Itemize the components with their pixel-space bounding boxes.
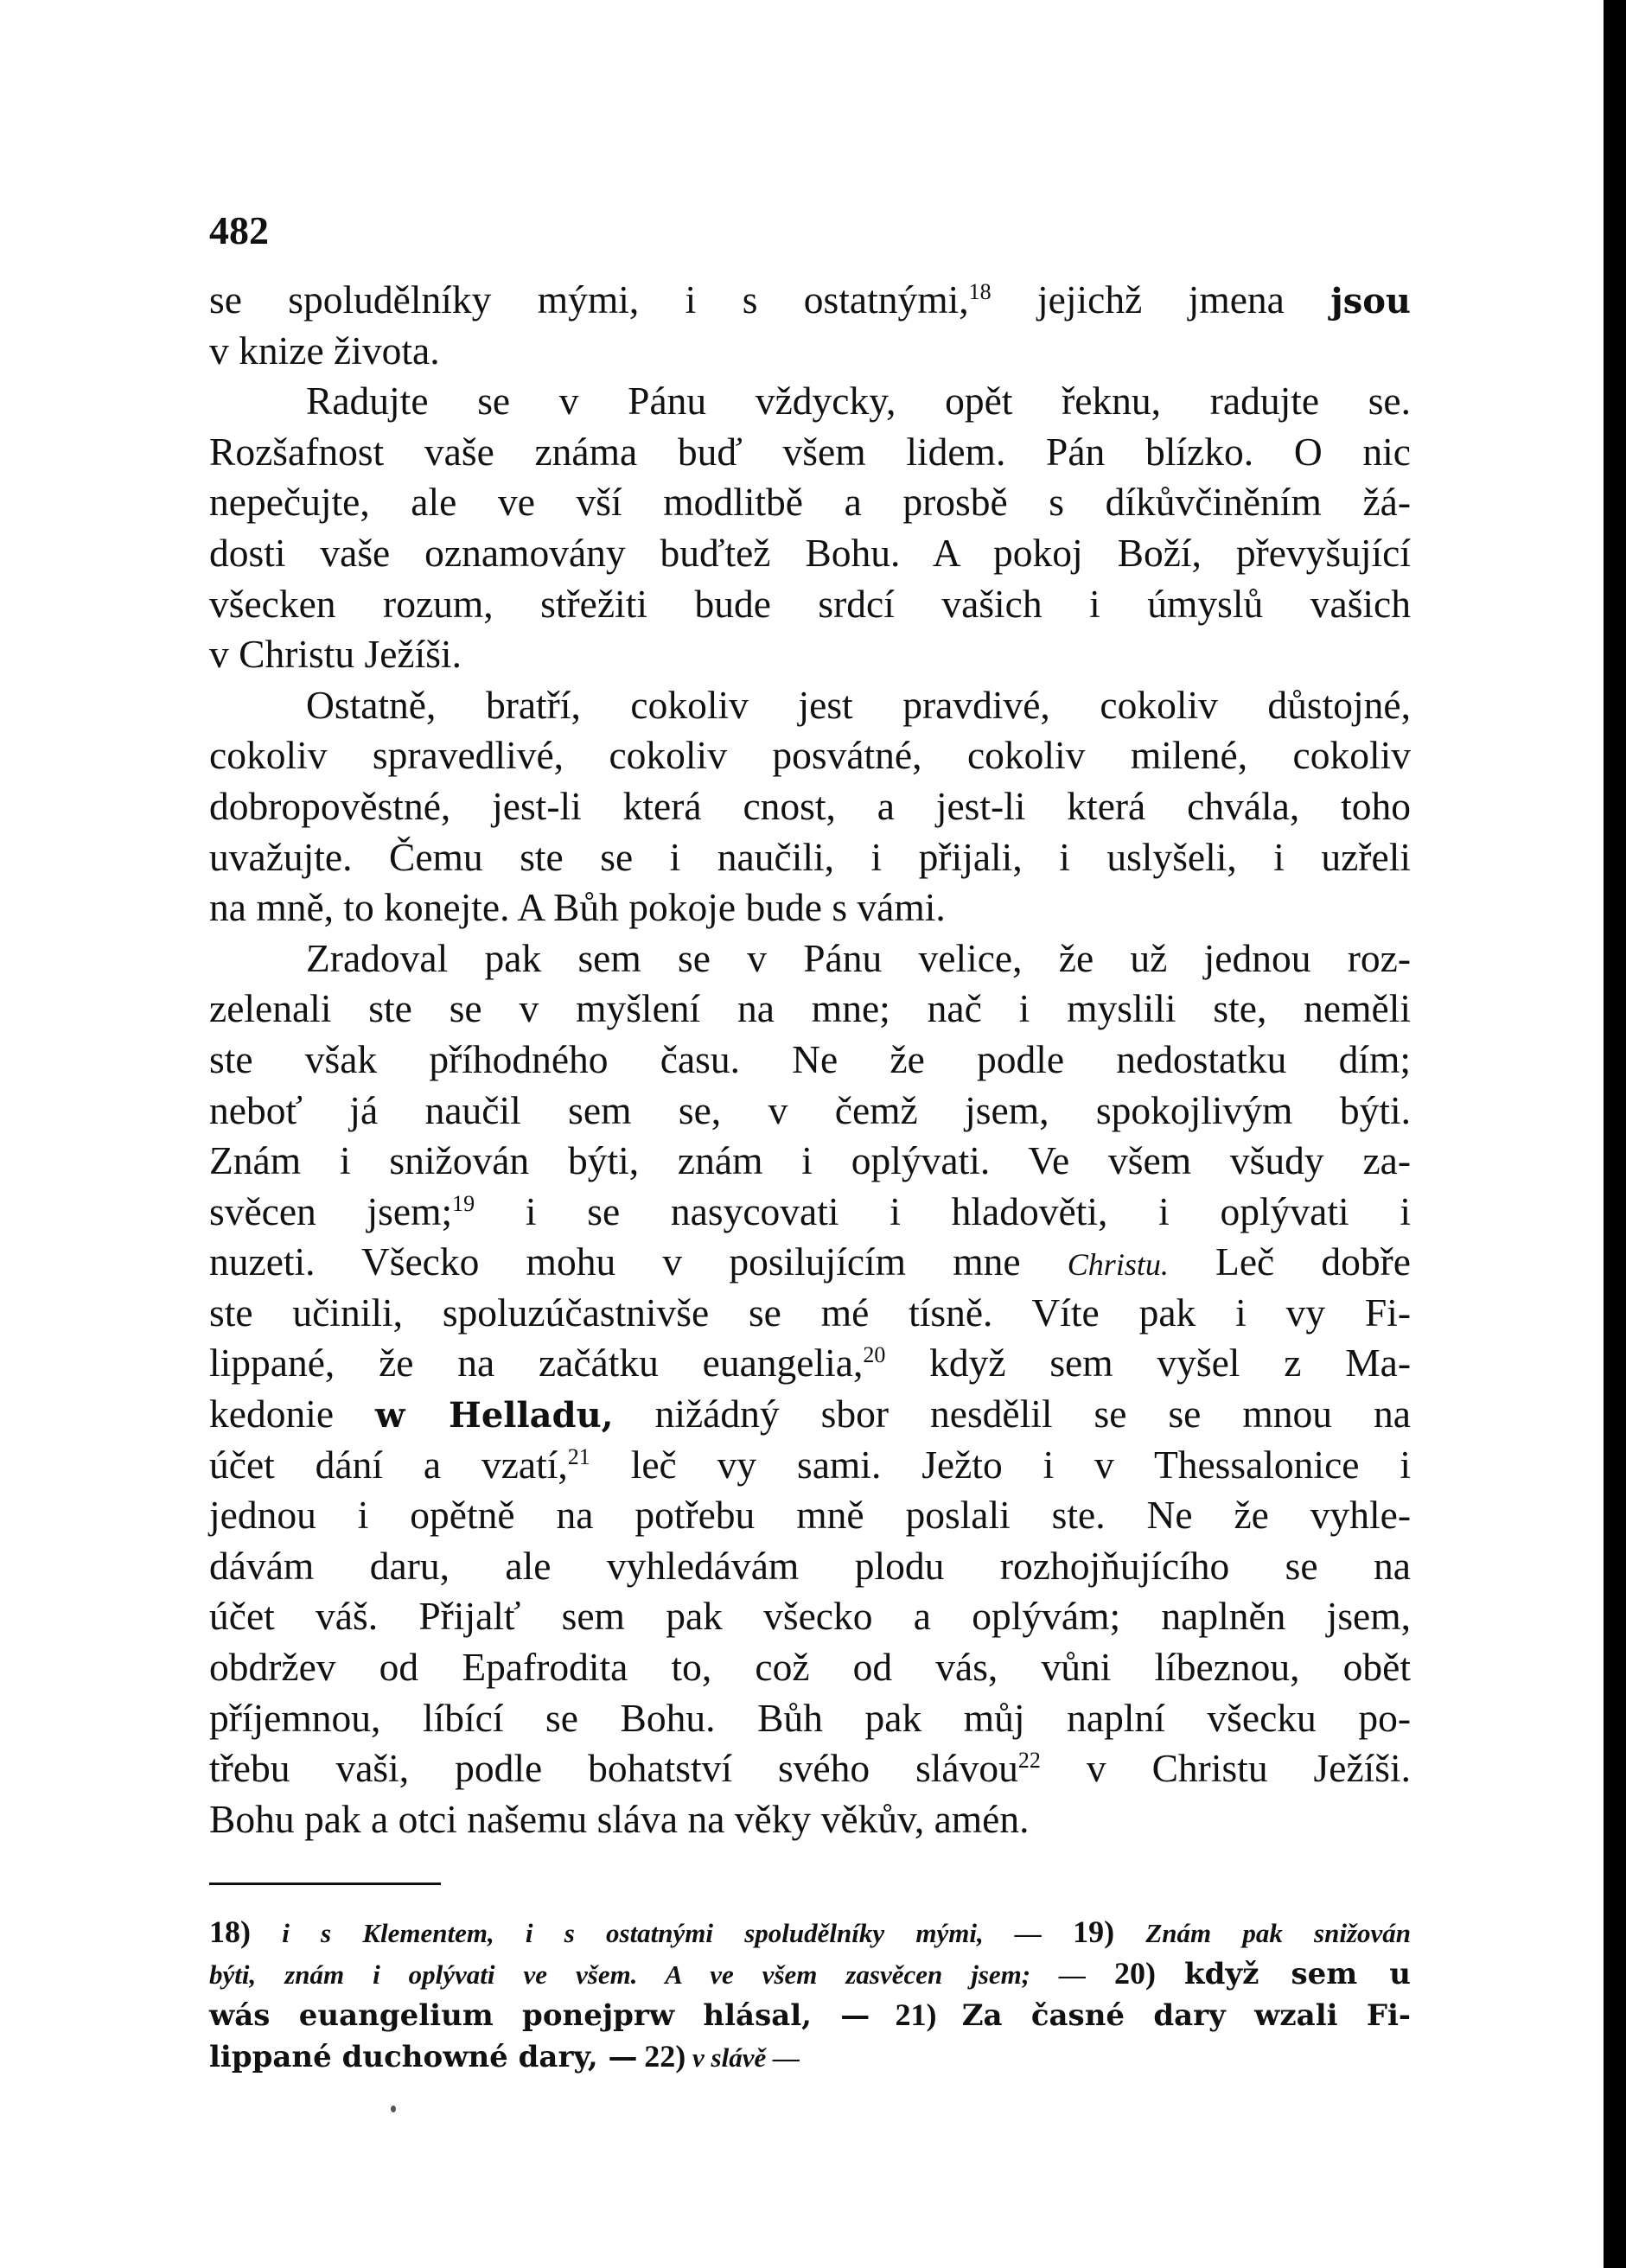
text-line: Radujte se v Pánu vždycky, opět řeknu, radujte se. <box>306 379 1411 424</box>
footnote-ref-22: 22 <box>1017 1748 1041 1774</box>
text-line: dosti vaše oznamovány buďtež Bohu. A pokoj Boží, převyšující <box>209 530 1411 575</box>
footnote-number: 21) <box>895 1997 937 2032</box>
text-line: ste učinili, spoluzúčastnivše se mé tísně. Víte pak i vy Fi- <box>209 1290 1411 1335</box>
text-line: kedonie w Helladu, nižádný sbor nesdělil se se mnou na <box>209 1392 1411 1437</box>
text-line: uvažujte. Čemu ste se i naučili, i přijali, i uslyšeli, i uzřeli <box>209 834 1411 879</box>
footnote-number: 20) <box>1114 1956 1157 1991</box>
text-line: Ostatně, bratří, cokoliv jest pravdivé, cokoliv důstojné, <box>306 682 1411 727</box>
emphasis: Christu. <box>1067 1247 1169 1283</box>
footnote-line: wás euangelium ponejprw hlásal, — 21) Za časné dary wzali Fi- <box>209 1997 1411 2033</box>
text-line: obdržev od Epafrodita to, což od vás, vůni líbeznou, obět <box>209 1645 1411 1690</box>
ink-speck <box>391 2106 396 2112</box>
footnotes <box>209 1912 1411 2078</box>
footnote-ref-19: 19 <box>452 1190 475 1216</box>
footnote-number: 18) <box>209 1914 251 1949</box>
text-line: lippané, že na začátku euangelia,$^{20}$ když sem vyšel z Ma- <box>209 1341 1411 1386</box>
main-text <box>209 275 1411 1844</box>
text-line: Znám i snižován býti, znám i oplývati. Ve všem všudy za- <box>209 1138 1411 1183</box>
text-line: nuzeti. Všecko mohu v posilujícím mne Christu. Leč dobře <box>209 1239 1411 1284</box>
text-line: se spoludělníky mými, i s ostatnými,$^{18}$ jejichž jmena jsou <box>209 277 1412 322</box>
text-line: jednou i opětně na potřebu mně poslali ste. Ne že vyhle- <box>209 1493 1411 1538</box>
text-line: třebu vaši, podle bohatství svého slávou$^{22}$ v Christu Ježíši. <box>209 1746 1412 1791</box>
text-line: v knize života. <box>209 328 440 373</box>
text-line: neboť já naučil sem se, v čemž jsem, spokojlivým býti. <box>209 1087 1411 1132</box>
page-number: 482 <box>209 208 269 252</box>
text-line: účet váš. Přijalť sem pak všecko a oplývám; naplněn jsem, <box>209 1594 1411 1639</box>
text-line: Zradoval pak sem se v Pánu velice, že už jednou roz- <box>306 935 1411 980</box>
footnote-line: lippané duchowné dary, — 22) v slávě — <box>209 2039 800 2074</box>
footnote-ref-21: 21 <box>567 1443 590 1469</box>
text-line: na mně, to konejte. A Bůh pokoje bude s vámi. <box>209 885 946 930</box>
footnote-line: 18) i s Klementem, i s ostatnými spoludělníky mými, — 19) Znám pak snižován <box>209 1914 1412 1949</box>
text-line: účet dání a vzatí,$^{21}$ leč vy sami. Ježto i v Thessalonice i <box>209 1442 1411 1487</box>
text-line: cokoliv spravedlivé, cokoliv posvátné, cokoliv milené, cokoliv <box>209 733 1411 778</box>
footnote-number: 19) <box>1073 1914 1115 1949</box>
text-line: nepečujte, ale ve vší modlitbě a prosbě s díkůvčiněním žá- <box>209 480 1411 525</box>
footnote-ref-20: 20 <box>863 1342 886 1368</box>
text-line: Bohu pak a otci našemu sláva na věky věkův, amén. <box>209 1796 1030 1841</box>
footnote-line: býti, znám i oplývati ve všem. A ve všem zasvěcen jsem; — 20) když sem u <box>209 1956 1412 1991</box>
text-line: svěcen jsem;$^{19}$ i se nasycovati i hladověti, i oplývati i <box>209 1188 1411 1233</box>
text-line: v Christu Ježíši. <box>209 632 462 677</box>
footnote-ref-18: 18 <box>968 279 992 304</box>
footnote-number: 22) <box>644 2039 686 2074</box>
text-line: dobropověstné, jest-li která cnost, a jest-li která chvála, toho <box>209 783 1411 828</box>
text-line: zelenali ste se v myšlení na mne; nač i myslili ste, neměli <box>209 986 1411 1031</box>
footnote-divider <box>209 1883 441 1885</box>
text-line: všecken rozum, střežiti bude srdcí vašich i úmyslů vašich <box>209 581 1411 626</box>
text-line: ste však příhodného času. Ne že podle nedostatku dím; <box>209 1036 1411 1081</box>
text-line: dávám daru, ale vyhledávám plodu rozhojňujícího se na <box>209 1543 1411 1588</box>
blackletter-insert: w Helladu, <box>375 1395 614 1437</box>
text-line: příjemnou, líbící se Bohu. Bůh pak můj naplní všecku po- <box>209 1695 1411 1740</box>
text-line: Rozšafnost vaše známa buď všem lidem. Pán blízko. O nic <box>209 429 1411 474</box>
